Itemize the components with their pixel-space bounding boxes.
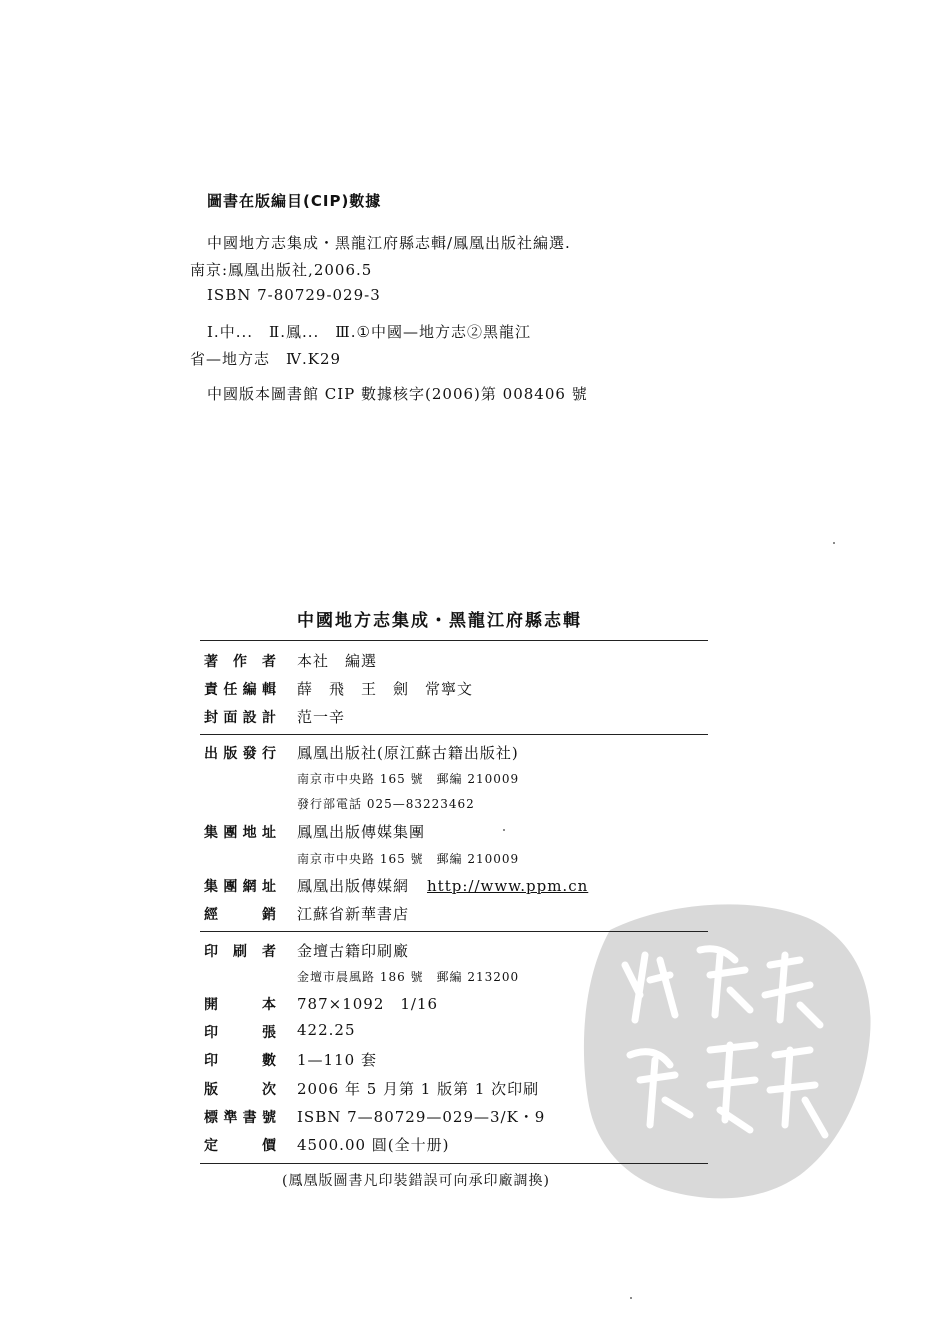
divider — [200, 931, 708, 932]
publisher-phone: 發行部電話 025—83223462 — [297, 797, 475, 811]
group-website-url[interactable]: http://www.ppm.cn — [427, 877, 589, 895]
distributor-label: 經銷 — [204, 907, 276, 923]
author-label: 著作者 — [204, 654, 276, 670]
copies-label: 印數 — [204, 1053, 276, 1069]
seal-watermark — [570, 885, 890, 1205]
format-label: 開本 — [204, 997, 276, 1013]
colophon-title: 中國地方志集成・黑龍江府縣志輯 — [297, 611, 582, 631]
scan-speck — [833, 542, 835, 544]
scan-speck — [630, 1297, 632, 1299]
copies-value: 1—110 套 — [297, 1051, 377, 1069]
editor-value: 薛 飛 王 劍 常寧文 — [297, 680, 474, 698]
scan-speck — [503, 829, 505, 831]
distributor-value: 江蘇省新華書店 — [297, 905, 410, 923]
cip-line-2: 南京:鳳凰出版社,2006.5 — [190, 261, 373, 279]
price-value: 4500.00 圓(全十册) — [297, 1136, 450, 1154]
footer-note: (鳳凰版圖書凡印裝錯誤可向承印廠調換) — [282, 1173, 550, 1189]
edition-label: 版次 — [204, 1082, 276, 1098]
price-label: 定價 — [204, 1138, 276, 1154]
sheets-value: 422.25 — [297, 1021, 356, 1039]
group-website-label: 集團網址 — [204, 879, 276, 895]
publisher-address: 南京市中央路 165 號 郵編 210009 — [297, 772, 520, 786]
author-value: 本社 編選 — [297, 652, 378, 670]
group-website-value — [297, 875, 588, 896]
cip-line-6: 中國版本圖書館 CIP 數據核字(2006)第 008406 號 — [207, 385, 588, 403]
cip-heading: 圖書在版編目(CIP)數據 — [207, 192, 382, 210]
format-value: 787×1092 1/16 — [297, 995, 439, 1013]
cip-line-4: Ⅰ.中... Ⅱ.鳳... Ⅲ.①中國—地方志②黑龍江 — [207, 323, 531, 341]
group-website-name: 鳳凰出版傳媒網 — [297, 877, 410, 895]
group-address-sub: 南京市中央路 165 號 郵編 210009 — [297, 852, 520, 866]
group-address-label: 集團地址 — [204, 825, 276, 841]
edition-value: 2006 年 5 月第 1 版第 1 次印刷 — [297, 1080, 540, 1098]
editor-label: 責任編輯 — [204, 682, 276, 698]
publisher-label: 出版發行 — [204, 746, 276, 762]
cip-line-3: ISBN 7-80729-029-3 — [207, 286, 381, 304]
divider — [200, 640, 708, 641]
cover-design-label: 封面設計 — [204, 710, 276, 726]
printer-address: 金壇市晨風路 186 號 郵編 213200 — [297, 970, 520, 984]
divider — [200, 734, 708, 735]
cover-design-value: 范一辛 — [297, 708, 346, 726]
sheets-label: 印張 — [204, 1025, 276, 1041]
group-address-value: 鳳凰出版傳媒集團 — [297, 823, 426, 841]
isbn-value: ISBN 7—80729—029—3/K・9 — [297, 1108, 546, 1126]
divider — [200, 1163, 708, 1164]
printer-value: 金壇古籍印刷廠 — [297, 942, 410, 960]
publisher-value: 鳳凰出版社(原江蘇古籍出版社) — [297, 744, 519, 762]
cip-line-1: 中國地方志集成・黑龍江府縣志輯/鳳凰出版社編選. — [207, 234, 571, 252]
isbn-label: 標準書號 — [204, 1110, 276, 1126]
cip-line-5: 省—地方志 Ⅳ.K29 — [190, 350, 342, 368]
printer-label: 印刷者 — [204, 944, 276, 960]
